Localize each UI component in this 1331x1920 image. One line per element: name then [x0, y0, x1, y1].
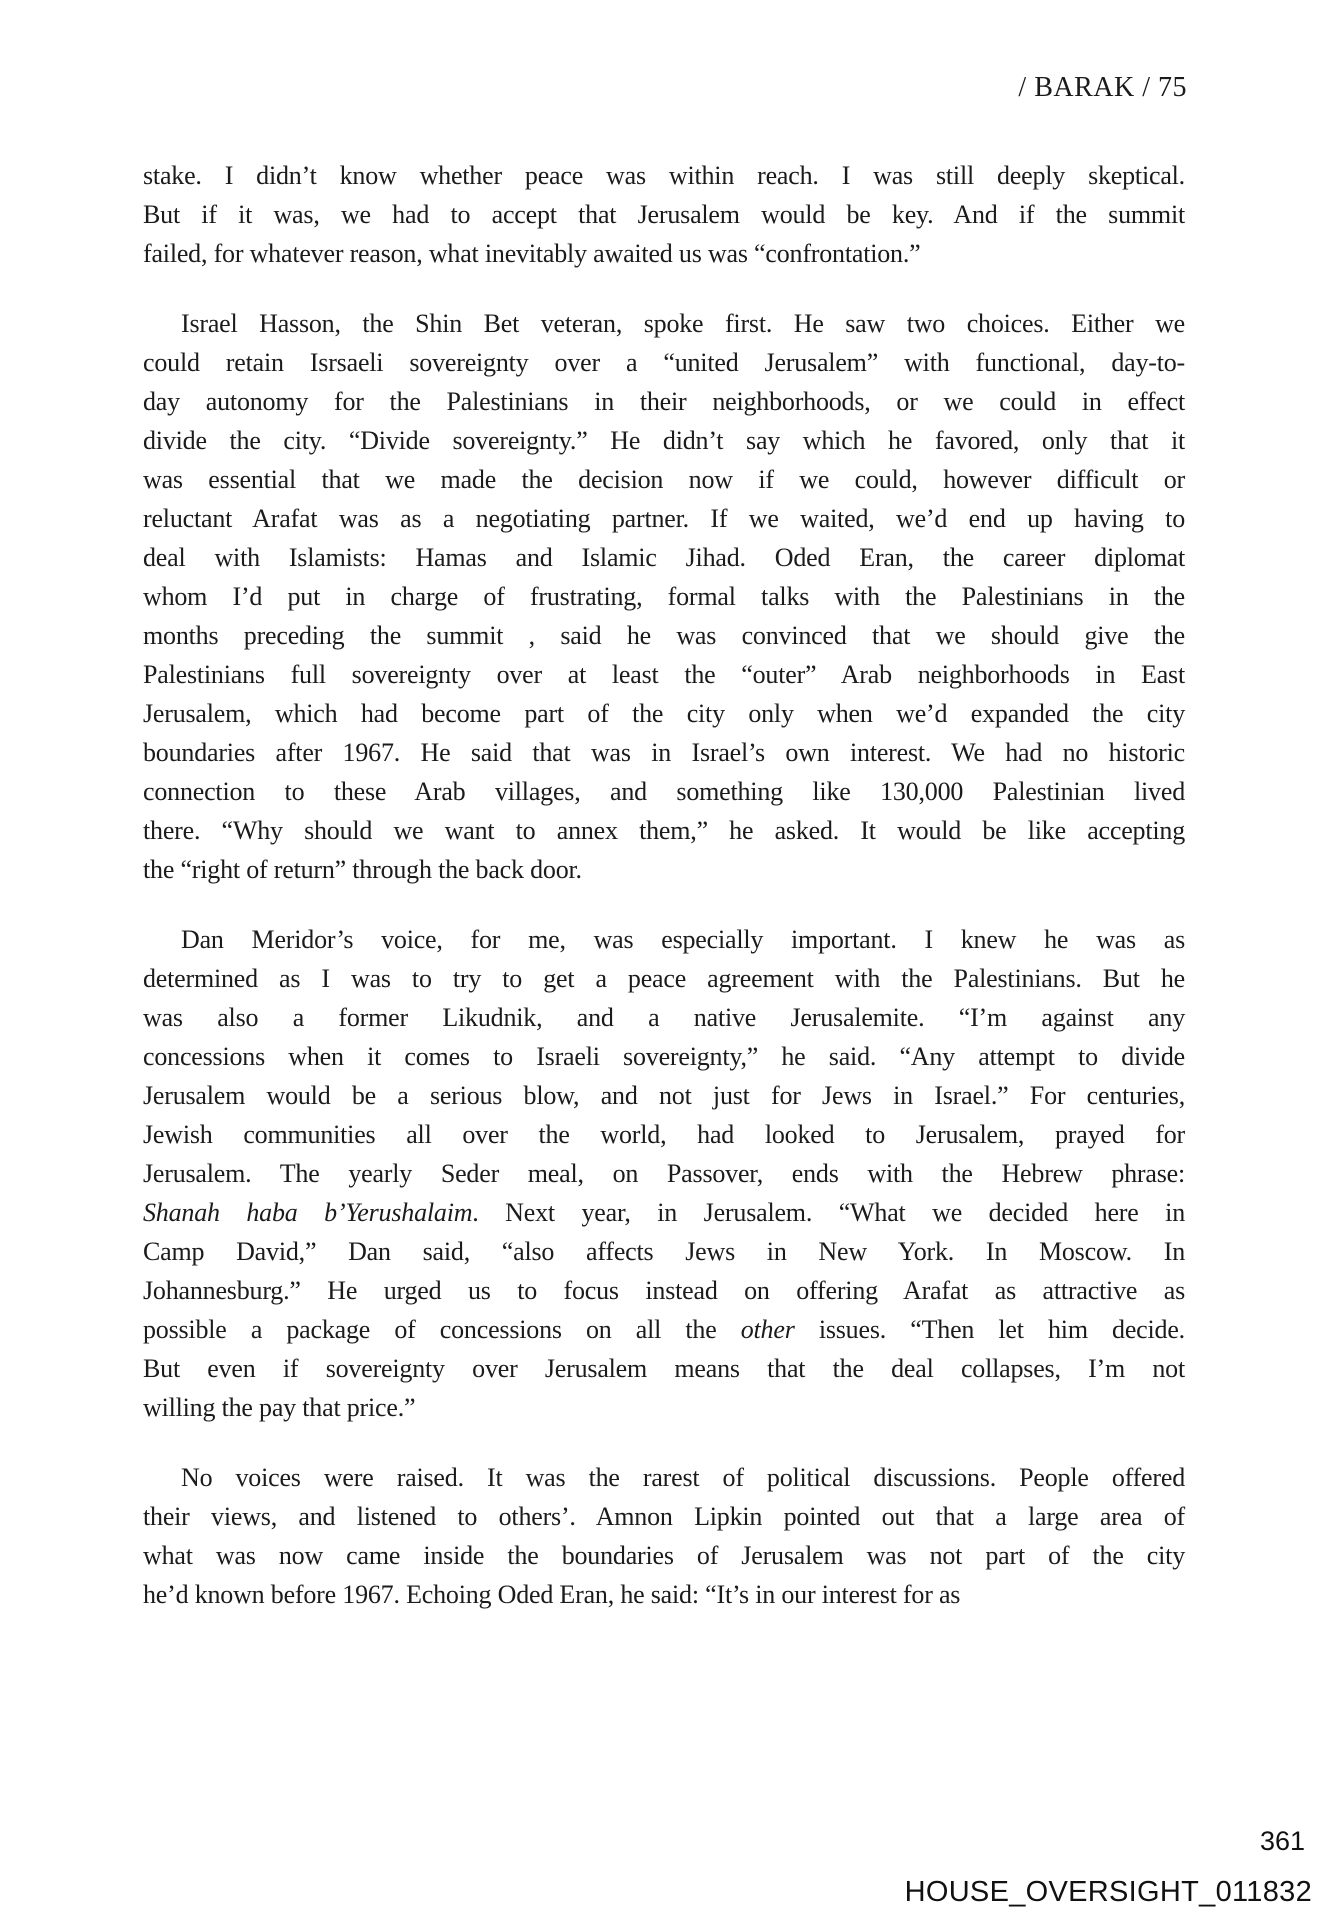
text-line: what was now came inside the boundaries of Jerusalem was not part of the city: [143, 1541, 1185, 1570]
text-line: the “right of return” through the back door.: [143, 855, 582, 884]
text-line: boundaries after 1967. He said that was in Israel’s own interest. We had no historic: [143, 738, 1185, 767]
body-text: [143, 156, 1185, 1614]
text-line: deal with Islamists: Hamas and Islamic Jihad. Oded Eran, the career diplomat: [143, 543, 1185, 572]
text-line: whom I’d put in charge of frustrating, formal talks with the Palestinians in the: [143, 582, 1185, 611]
text-line: But if it was, we had to accept that Jerusalem would be key. And if the summit: [143, 200, 1185, 229]
text-line: failed, for whatever reason, what inevitably awaited us was “confrontation.”: [143, 239, 921, 268]
text-line: Israel Hasson, the Shin Bet veteran, spoke first. He saw two choices. Either we: [181, 309, 1185, 338]
paragraph: [143, 304, 1185, 889]
text-line: connection to these Arab villages, and something like 130,000 Palestinian lived: [143, 777, 1185, 806]
text-line: Jerusalem would be a serious blow, and not just for Jews in Israel.” For centuries,: [143, 1081, 1185, 1110]
text-run: . Next year, in Jerusalem. “What we decided here in: [472, 1198, 1185, 1227]
paragraph: [143, 1458, 1185, 1614]
text-line: determined as I was to try to get a peace agreement with the Palestinians. But he: [143, 964, 1185, 993]
text-line: But even if sovereignty over Jerusalem means that the deal collapses, I’m not: [143, 1354, 1185, 1383]
text-line: there. “Why should we want to annex them,” he asked. It would be like accepting: [143, 816, 1185, 845]
oversight-stamp: HOUSE_OVERSIGHT_011832: [904, 1876, 1312, 1908]
text-line: was also a former Likudnik, and a native Jerusalemite. “I’m against any: [143, 1003, 1185, 1032]
text-line: reluctant Arafat was as a negotiating partner. If we waited, we’d end up having to: [143, 504, 1185, 533]
text-line: stake. I didn’t know whether peace was within reach. I was still deeply skeptical.: [143, 161, 1185, 190]
text-line: day autonomy for the Palestinians in their neighborhoods, or we could in effect: [143, 387, 1185, 416]
text-line: he’d known before 1967. Echoing Oded Eran, he said: “It’s in our interest for as: [143, 1580, 961, 1609]
text-run: possible a package of concessions on all the: [143, 1315, 741, 1344]
running-header: / BARAK / 75: [1018, 72, 1187, 103]
text-line: Johannesburg.” He urged us to focus instead on offering Arafat as attractive as: [143, 1276, 1185, 1305]
text-line: Jewish communities all over the world, had looked to Jerusalem, prayed for: [143, 1120, 1185, 1149]
text-line: months preceding the summit , said he was convinced that we should give the: [143, 621, 1185, 650]
text-line: Dan Meridor’s voice, for me, was especially important. I knew he was as: [181, 925, 1185, 954]
text-line: Jerusalem, which had become part of the city only when we’d expanded the city: [143, 699, 1185, 728]
text-line: willing the pay that price.”: [143, 1393, 416, 1422]
text-line: No voices were raised. It was the rarest of political discussions. People offered: [181, 1463, 1185, 1492]
paragraph: [143, 920, 1185, 1427]
text-line: [143, 1193, 1185, 1232]
text-line: divide the city. “Divide sovereignty.” He didn’t say which he favored, only that it: [143, 426, 1185, 455]
text-line: Palestinians full sovereignty over at least the “outer” Arab neighborhoods in East: [143, 660, 1185, 689]
text-run: issues. “Then let him decide.: [794, 1315, 1185, 1344]
italic-text-run: other: [740, 1315, 795, 1344]
text-line: Camp David,” Dan said, “also affects Jews in New York. In Moscow. In: [143, 1237, 1185, 1266]
page-number: 361: [1259, 1826, 1305, 1856]
text-line: could retain Isrsaeli sovereignty over a “united Jerusalem” with functional, day-to-: [143, 348, 1185, 377]
text-line: Jerusalem. The yearly Seder meal, on Passover, ends with the Hebrew phrase:: [143, 1159, 1185, 1188]
text-line: their views, and listened to others’. Amnon Lipkin pointed out that a large area of: [143, 1502, 1185, 1531]
text-line: [143, 1310, 1185, 1349]
paragraph: [143, 156, 1185, 273]
text-line: concessions when it comes to Israeli sovereignty,” he said. “Any attempt to divide: [143, 1042, 1185, 1071]
italic-text-run: Shanah haba b’Yerushalaim: [143, 1198, 473, 1227]
text-line: was essential that we made the decision now if we could, however difficult or: [143, 465, 1185, 494]
